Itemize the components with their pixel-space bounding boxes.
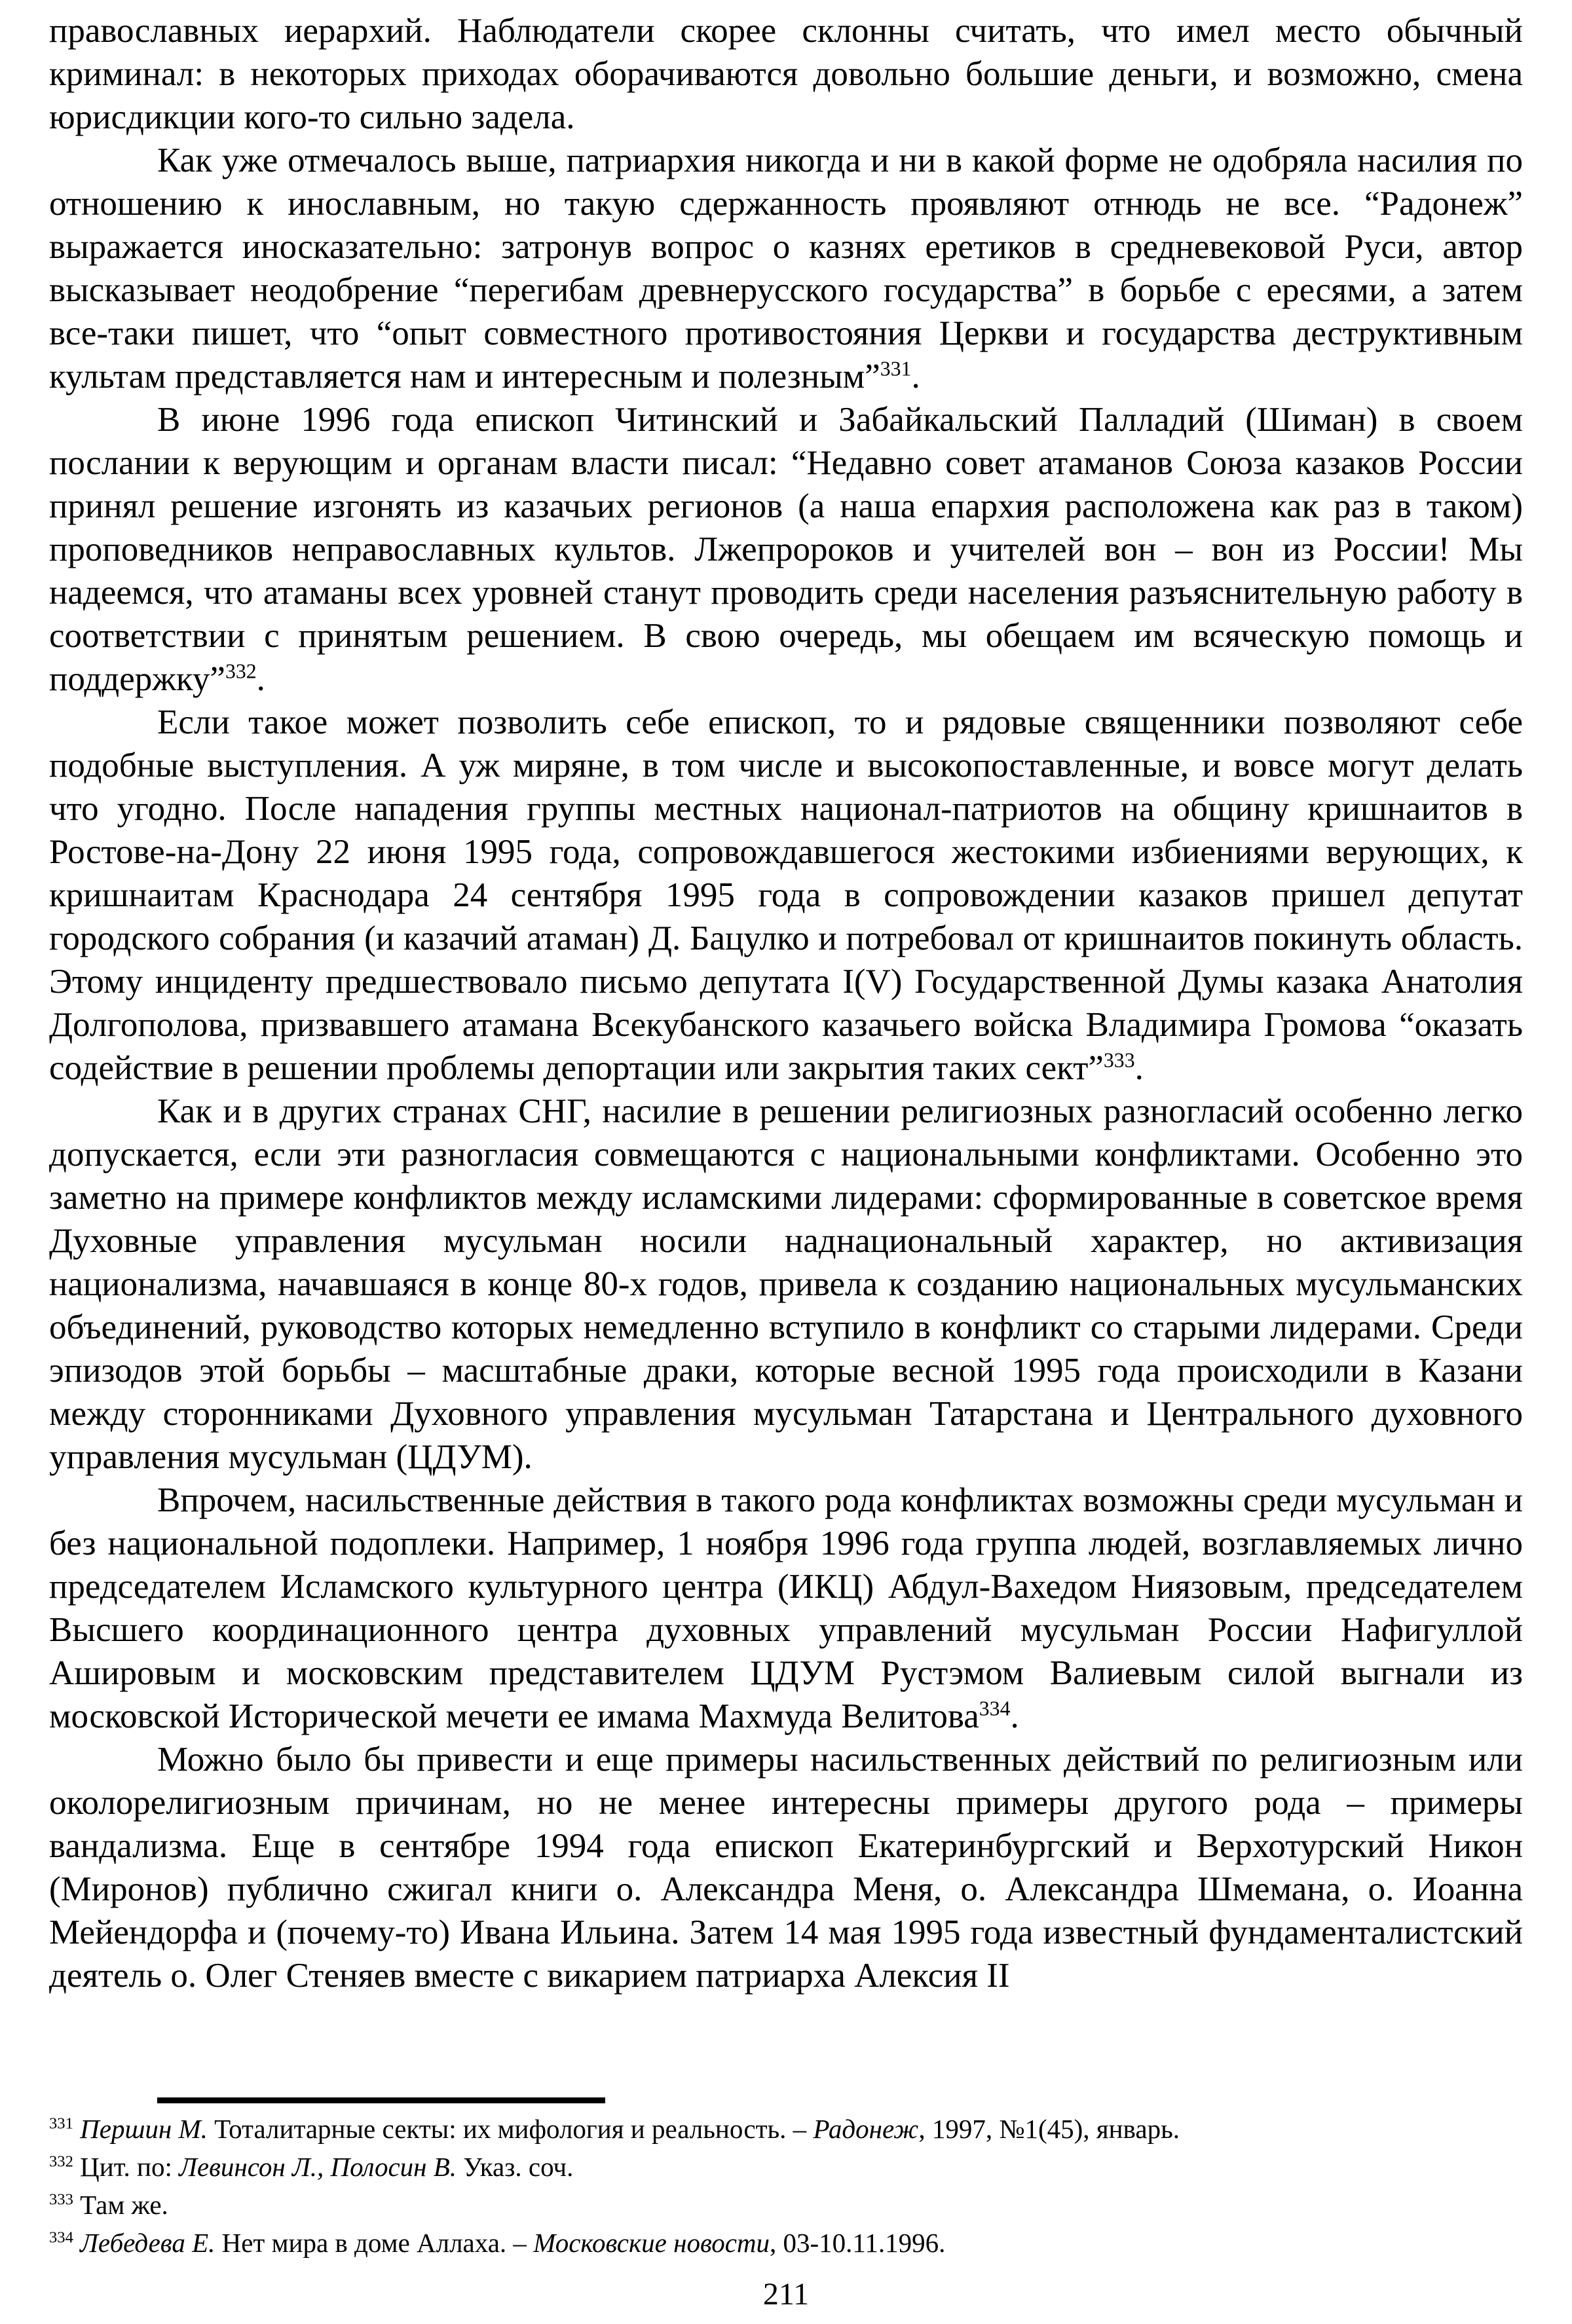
footnote-text: Нет мира в доме Аллаха. – — [215, 2228, 534, 2258]
footnote-number-334: 334 — [49, 2228, 73, 2247]
footnote-number-332: 332 — [49, 2152, 73, 2171]
footnote-text-italic: Московские новости — [533, 2228, 770, 2258]
paragraph-2: Как уже отмечалось выше, патриархия никогда и ни в какой форме не одобряла насилия по отношению к инославным, но такую сдержанность проявляют отнюдь не все. “Радонеж” выражается иносказательно: затронув вопрос о казнях еретиков в средневековой Руси, автор высказывает неодобрение “перегибам древнерусского государства” в борьбе с ересями, а затем все-таки пишет, что “опыт совместного противостояния Церкви и государства деструктивным культам представляется нам и интересным и полезным”$^{331}$. — [49, 141, 1523, 396]
paragraph-5: Как и в других странах СНГ, насилие в решении религиозных разногласий особенно легко допускается, если эти разногласия совмещаются с национальными конфликтами. Особенно это заметно на примере конфликтов между исламскими лидерами: сформированные в советское время Духовные управления мусульман носили наднациональный характер, но активизация национализма, начавшаяся в конце 80-х годов, привела к созданию национальных мусульманских объединений, руководство которых немедленно вступило в конфликт со старыми лидерами. Среди эпизодов этой борьбы – масштабные драки, которые весной 1995 года происходили в Казани между сторонниками Духовного управления мусульман Татарстана и Центрального духовного управления мусульман (ЦДУМ). — [49, 1092, 1523, 1476]
paragraph-4: Если такое может позволить себе епископ, то и рядовые священники позволяют себе подобные выступления. А уж миряне, в том числе и высокопоставленные, и вовсе могут делать что угодно. После нападения группы местных национал-патриотов на общину кришнаитов в Ростове-на-Дону 22 июня 1995 года, сопровождавшегося жестокими избиениями верующих, к кришнаитам Краснодара 24 сентября 1995 года в сопровождении казаков пришел депутат городского собрания (и казачий атаман) Д. Бацулко и потребовал от кришнаитов покинуть область. Этому инциденту предшествовало письмо депутата I(V) Государственной Думы казака Анатолия Долгополова, призвавшего атамана Всекубанского казачьего войска Владимира Громова “оказать содействие в решении проблемы депортации или закрытия таких сект”$^{333}$. — [49, 703, 1523, 1087]
footnote-text: Тоталитарные секты: их мифология и реальность. – — [207, 2114, 814, 2144]
page-number: 211 — [762, 2277, 810, 2312]
footnote-334 — [49, 2224, 1523, 2262]
paragraph-7: Можно было бы привести и еще примеры насильственных действий по религиозным или околорелигиозным причинам, но не менее интересны примеры другого рода – примеры вандализма. Еще в сентябре 1994 года епископ Екатеринбургский и Верхотурский Никон (Миронов) публично сжигал книги о. Александра Меня, о. Александра Шмемана, о. Иоанна Мейендорфа и (почему-то) Ивана Ильина. Затем 14 мая 1995 года известный фундаменталистский деятель о. Олег Стеняев вместе с викарием патриарха Алексия II — [49, 1741, 1523, 1995]
footnote-ref-333: 333 — [1103, 1048, 1135, 1072]
footnote-number-333: 333 — [49, 2190, 73, 2209]
footnote-text: , 1997, №1(45), январь. — [918, 2114, 1180, 2144]
footnotes-section — [49, 2110, 1523, 2262]
footnote-text-italic: Радонеж — [813, 2114, 919, 2144]
footnote-text-italic: Левинсон Л., Полосин В. — [179, 2152, 457, 2182]
paragraph-6: Впрочем, насильственные действия в такого рода конфликтах возможны среди мусульман и без национальной подоплеки. Например, 1 ноября 1996 года группа людей, возглавляемых лично председателем Исламского культурного центра (ИКЦ) Абдул-Вахедом Ниязовым, председателем Высшего координационного центра духовных управлений мусульман России Нафигуллой Ашировым и московским представителем ЦДУМ Рустэмом Валиевым силой выгнали из московской Исторической мечети ее имама Махмуда Велитова$^{334}$. — [49, 1481, 1523, 1735]
footnote-text: Цит. по: — [80, 2152, 179, 2182]
footnote-text: Там же. — [80, 2190, 168, 2220]
footnote-331 — [49, 2110, 1523, 2148]
paragraph-3: В июне 1996 года епископ Читинский и Забайкальский Палладий (Шиман) в своем послании к верующим и органам власти писал: “Недавно совет атаманов Союза казаков России принял решение изгонять из казачьих регионов (а наша епархия расположена как раз в таком) проповедников неправославных культов. Лжепророков и учителей вон – вон из России! Мы надеемся, что атаманы всех уровней станут проводить среди населения разъяснительную работу в соответствии с принятым решением. В свою очередь, мы обещаем им всяческую помощь и поддержку”$^{332}$. — [49, 401, 1523, 698]
footnote-text-italic: Першин М. — [80, 2114, 208, 2144]
body-text — [49, 9, 1523, 1997]
footnote-separator — [157, 2097, 605, 2103]
footnote-ref-332: 332 — [225, 659, 257, 683]
paragraph-1: православных иерархий. Наблюдатели скорее склонны считать, что имел место обычный криминал: в некоторых приходах оборачиваются довольно большие деньги, и возможно, смена юрисдикции кого-то сильно задела. — [49, 12, 1523, 136]
footnote-ref-331: 331 — [880, 357, 912, 380]
footnote-number-331: 331 — [49, 2114, 73, 2133]
footnote-333 — [49, 2186, 1523, 2224]
footnote-ref-334: 334 — [979, 1697, 1011, 1720]
footnote-332 — [49, 2148, 1523, 2186]
footnote-text-italic: Лебедева Е. — [80, 2228, 215, 2258]
footnote-text: Указ. соч. — [457, 2152, 574, 2182]
footnote-text: , 03-10.11.1996. — [770, 2228, 946, 2258]
